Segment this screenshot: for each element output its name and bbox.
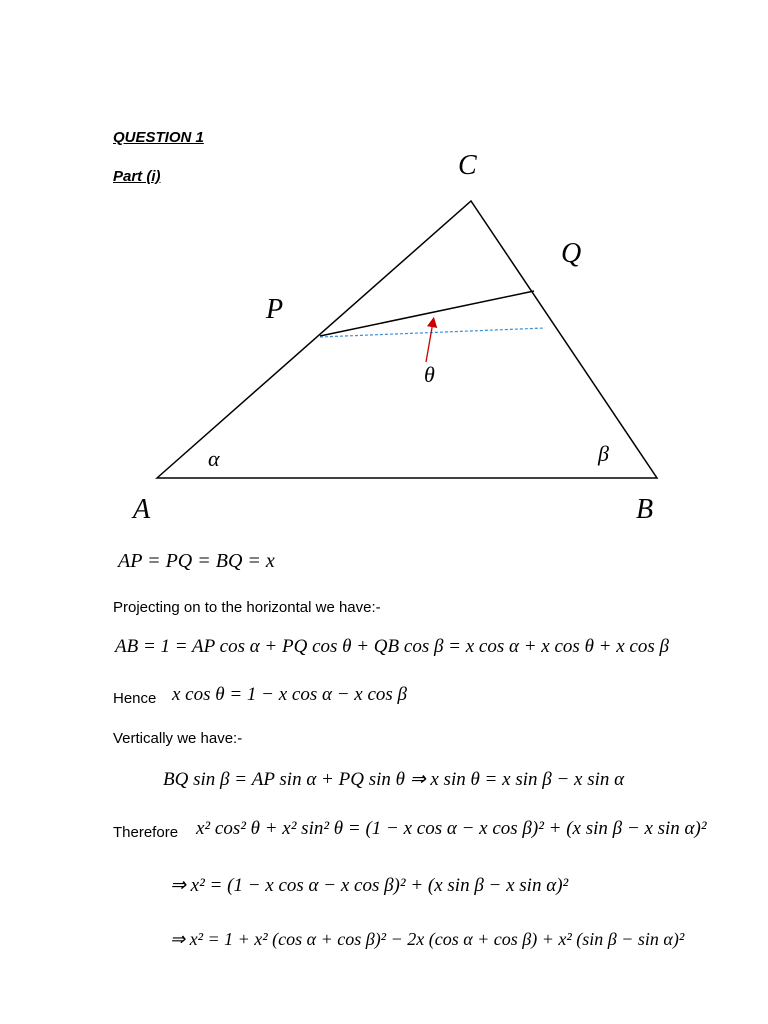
projecting-intro-text: Projecting on to the horizontal we have:- [113, 599, 381, 616]
triangle-abc [157, 201, 657, 478]
hence-text: Hence [113, 690, 157, 707]
theta-arrow [426, 322, 433, 362]
label-p: P [266, 294, 284, 325]
equation-vertical-projection: BQ sin β = AP sin α + PQ sin θ ⇒ x sin θ = x sin β − x sin α [163, 769, 625, 790]
label-q: Q [561, 238, 582, 269]
equation-implies-2: ⇒ x² = 1 + x² (cos α + cos β)² − 2x (cos α + cos β) + x² (sin β − sin α)² [170, 929, 685, 949]
equation-therefore: x² cos² θ + x² sin² θ = (1 − x cos α − x cos β)² + (x sin β − x sin α)² [196, 818, 707, 839]
therefore-text: Therefore [113, 824, 179, 841]
part-heading: Part (i) [113, 168, 161, 185]
label-beta: β [598, 441, 609, 466]
label-a: A [133, 494, 151, 525]
equation-horizontal-projection: AB = 1 = AP cos α + PQ cos θ + QB cos β = x cos α + x cos θ + x cos β [115, 636, 669, 657]
question-heading: QUESTION 1 [113, 129, 204, 146]
vertically-intro-text: Vertically we have:- [113, 730, 243, 747]
label-alpha: α [208, 446, 220, 471]
equation-equal-sides: AP = PQ = BQ = x [118, 550, 275, 572]
label-c: C [458, 150, 477, 181]
equation-implies-1: ⇒ x² = (1 − x cos α − x cos β)² + (x sin β − x sin α)² [170, 875, 569, 896]
label-b: B [636, 494, 654, 525]
label-theta: θ [424, 362, 435, 387]
equation-hence: x cos θ = 1 − x cos α − x cos β [172, 684, 408, 705]
